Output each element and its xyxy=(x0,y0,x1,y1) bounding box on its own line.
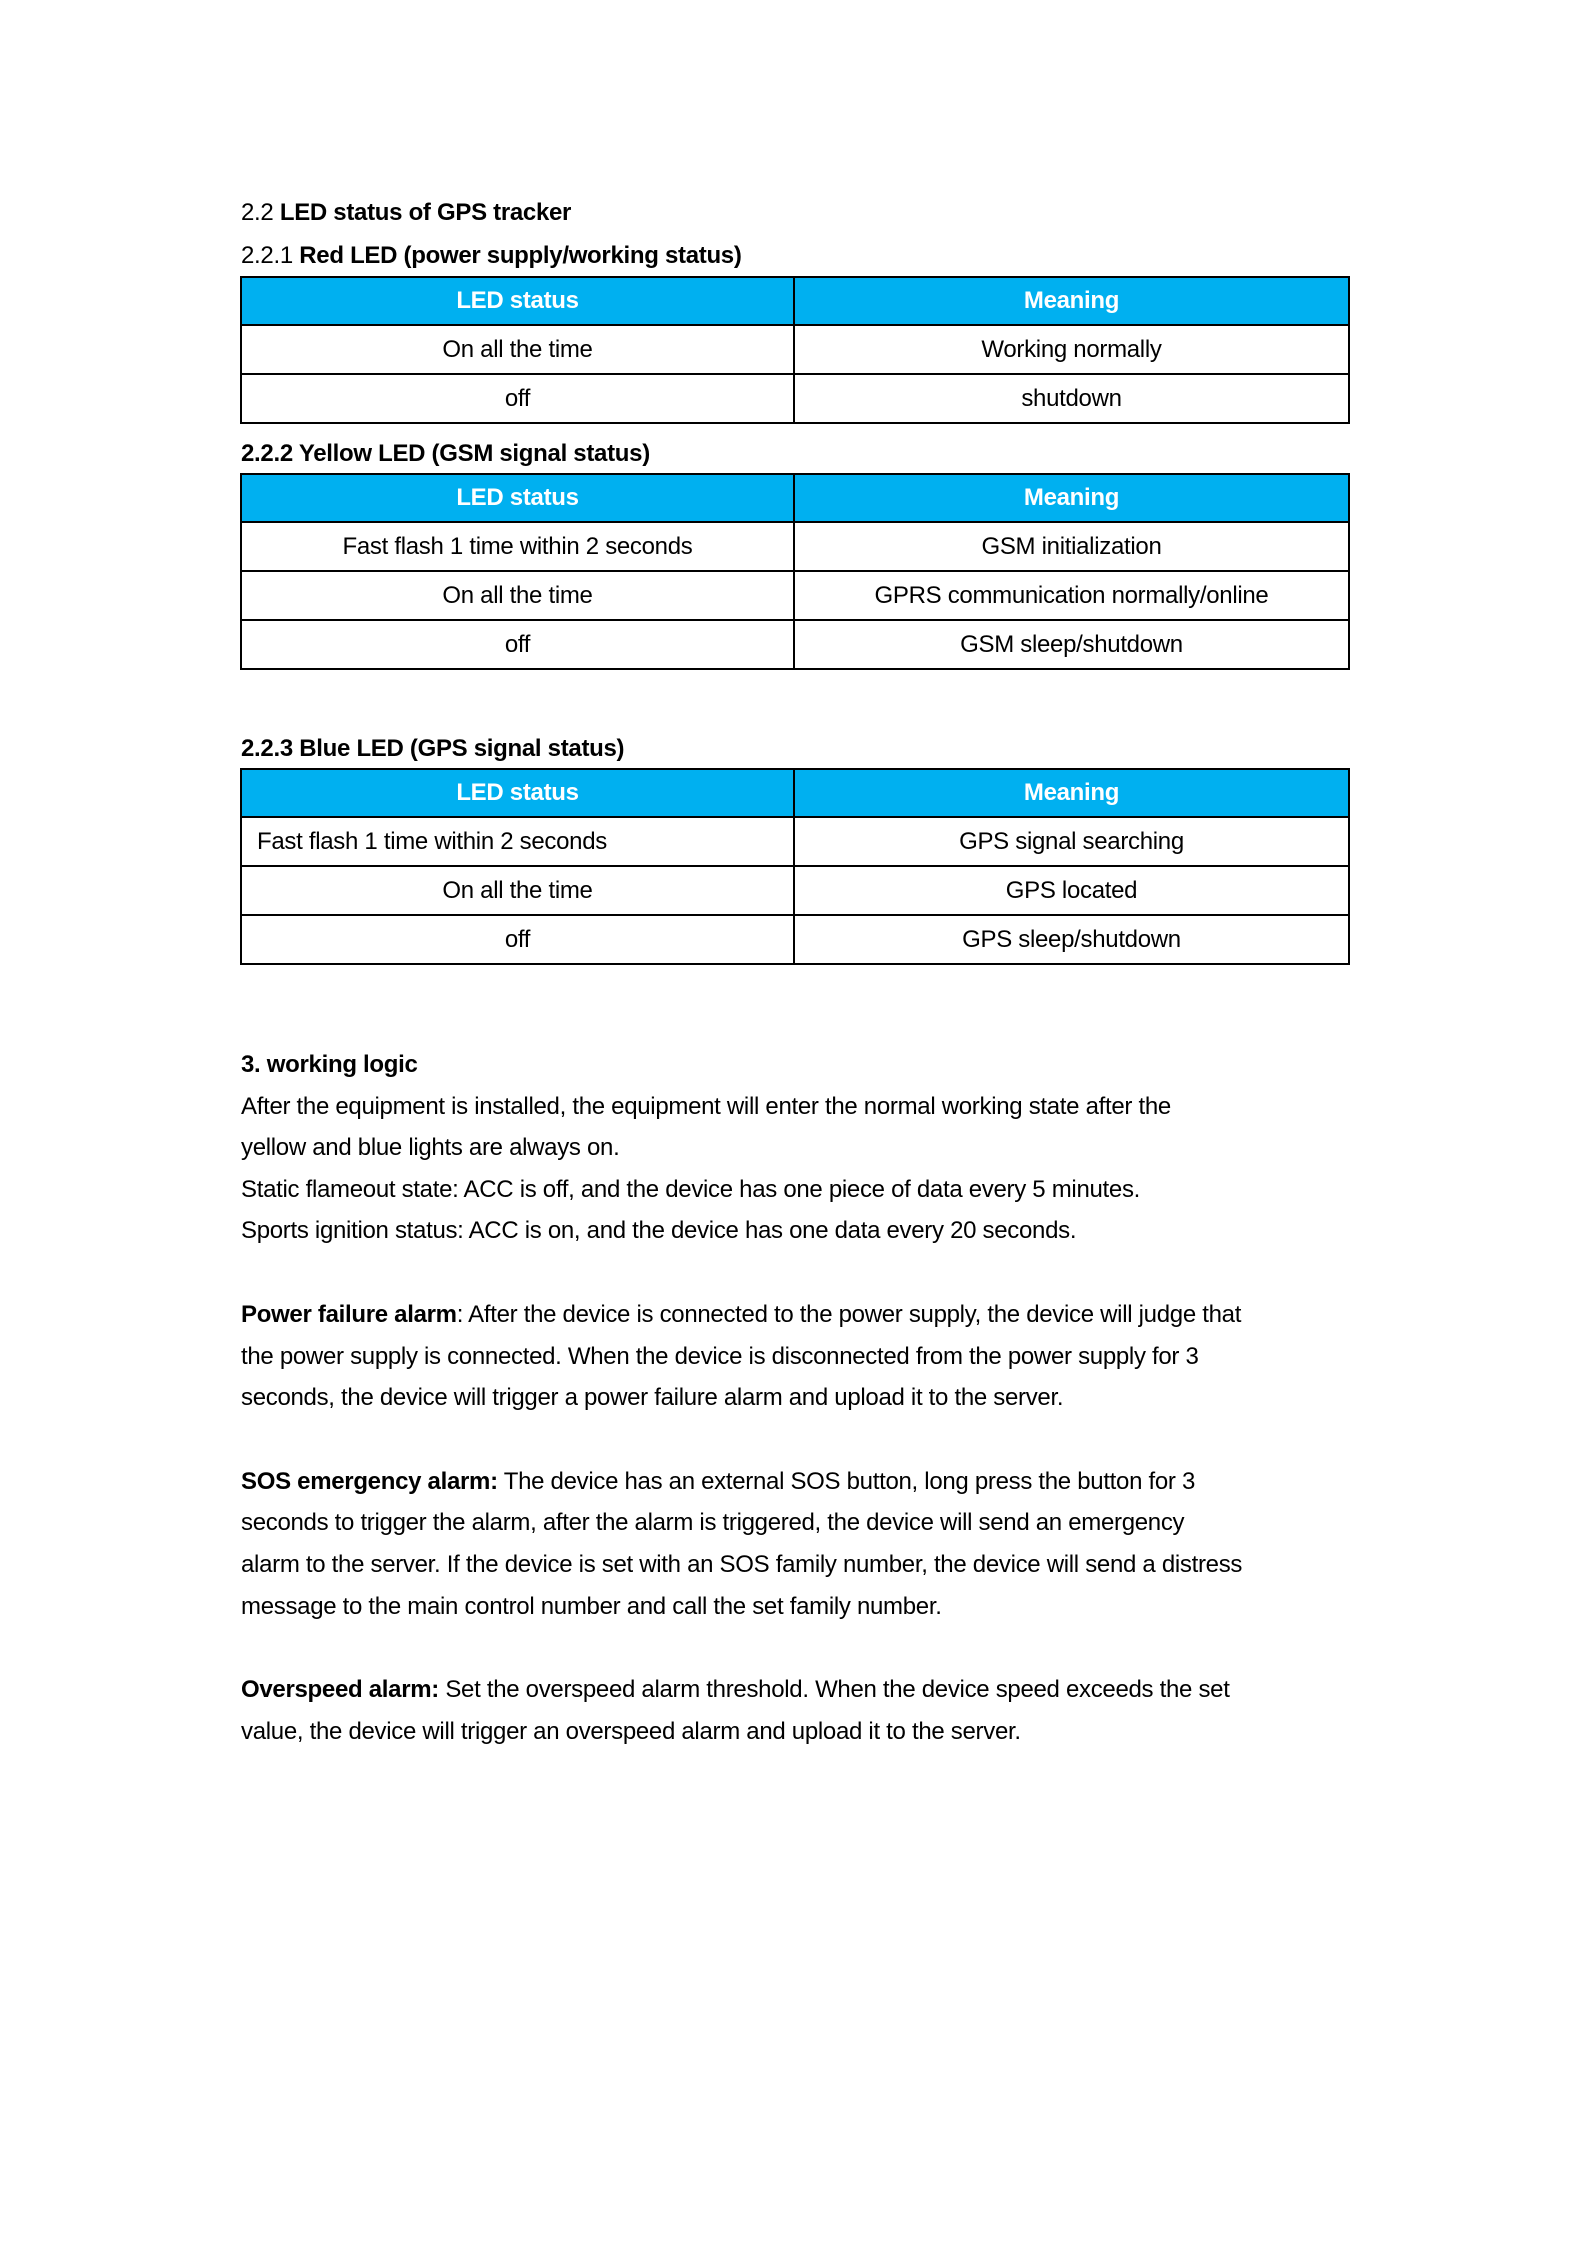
overspeed-label: Overspeed alarm: xyxy=(241,1676,439,1703)
red-led-heading xyxy=(241,241,742,271)
red-led-number: 2.2.1 xyxy=(241,242,293,269)
table-row xyxy=(241,571,1349,620)
section-title: LED status of GPS tracker xyxy=(279,199,572,226)
paragraph-line: After the equipment is installed, the equipment will enter the normal working state after the xyxy=(241,1093,1171,1120)
cell-meaning: Working normally xyxy=(794,325,1349,374)
cell-meaning: GPRS communication normally/online xyxy=(794,571,1349,620)
cell-led-status: On all the time xyxy=(241,866,794,915)
paragraph-line: Sports ignition status: ACC is on, and the device has one data every 20 seconds. xyxy=(241,1217,1077,1244)
paragraph-line: alarm to the server. If the device is set with an SOS family number, the device will send a distress xyxy=(241,1551,1243,1578)
cell-meaning: GSM initialization xyxy=(794,522,1349,571)
paragraph-line: message to the main control number and call the set family number. xyxy=(241,1593,942,1620)
table-header-row xyxy=(241,474,1349,522)
working-logic-heading: 3. working logic xyxy=(241,1051,418,1078)
yellow-led-number: 2.2.2 xyxy=(241,440,293,467)
header-led-status: LED status xyxy=(241,277,794,325)
table-row xyxy=(241,817,1349,866)
yellow-led-heading xyxy=(241,439,650,469)
yellow-led-title: Yellow LED (GSM signal status) xyxy=(298,440,650,467)
blue-led-table xyxy=(240,768,1350,965)
header-led-status: LED status xyxy=(241,769,794,817)
paragraph-text: : After the device is connected to the power supply, the device will judge that xyxy=(456,1301,1242,1328)
blue-led-number: 2.2.3 xyxy=(241,735,293,762)
paragraph-line: value, the device will trigger an overspeed alarm and upload it to the server. xyxy=(241,1718,1021,1745)
cell-meaning: GPS located xyxy=(794,866,1349,915)
table-row xyxy=(241,620,1349,669)
sos-label: SOS emergency alarm: xyxy=(241,1468,498,1495)
paragraph-line: Static flameout state: ACC is off, and the device has one piece of data every 5 minutes. xyxy=(241,1176,1141,1203)
paragraph-line: seconds to trigger the alarm, after the alarm is triggered, the device will send an emergency xyxy=(241,1509,1185,1536)
cell-meaning: GPS signal searching xyxy=(794,817,1349,866)
section-number: 2.2 xyxy=(241,199,274,226)
cell-meaning: shutdown xyxy=(794,374,1349,423)
power-failure-line xyxy=(241,1300,1241,1330)
cell-led-status: On all the time xyxy=(241,325,794,374)
table-header-row xyxy=(241,769,1349,817)
table-row xyxy=(241,374,1349,423)
sos-line xyxy=(241,1467,1195,1497)
header-meaning: Meaning xyxy=(794,769,1349,817)
cell-led-status: On all the time xyxy=(241,571,794,620)
cell-meaning: GSM sleep/shutdown xyxy=(794,620,1349,669)
table-row xyxy=(241,325,1349,374)
red-led-table xyxy=(240,276,1350,424)
overspeed-line xyxy=(241,1675,1230,1705)
yellow-led-table xyxy=(240,473,1350,670)
header-meaning: Meaning xyxy=(794,277,1349,325)
paragraph-text: The device has an external SOS button, long press the button for 3 xyxy=(497,1468,1196,1495)
table-row xyxy=(241,915,1349,964)
cell-led-status: Fast flash 1 time within 2 seconds xyxy=(241,817,794,866)
table-header-row xyxy=(241,277,1349,325)
header-led-status: LED status xyxy=(241,474,794,522)
section-heading xyxy=(241,198,571,228)
paragraph-line: seconds, the device will trigger a power failure alarm and upload it to the server. xyxy=(241,1384,1064,1411)
cell-led-status: off xyxy=(241,374,794,423)
blue-led-heading xyxy=(241,734,624,764)
header-meaning: Meaning xyxy=(794,474,1349,522)
blue-led-title: Blue LED (GPS signal status) xyxy=(299,735,625,762)
cell-led-status: off xyxy=(241,915,794,964)
paragraph-line: yellow and blue lights are always on. xyxy=(241,1134,620,1161)
paragraph-line: the power supply is connected. When the device is disconnected from the power supply for 3 xyxy=(241,1343,1199,1370)
red-led-title: Red LED (power supply/working status) xyxy=(299,242,742,269)
power-failure-label: Power failure alarm xyxy=(241,1301,457,1328)
table-row xyxy=(241,866,1349,915)
paragraph-text: Set the overspeed alarm threshold. When the device speed exceeds the set xyxy=(438,1676,1230,1703)
cell-led-status: off xyxy=(241,620,794,669)
cell-meaning: GPS sleep/shutdown xyxy=(794,915,1349,964)
table-row xyxy=(241,522,1349,571)
cell-led-status: Fast flash 1 time within 2 seconds xyxy=(241,522,794,571)
